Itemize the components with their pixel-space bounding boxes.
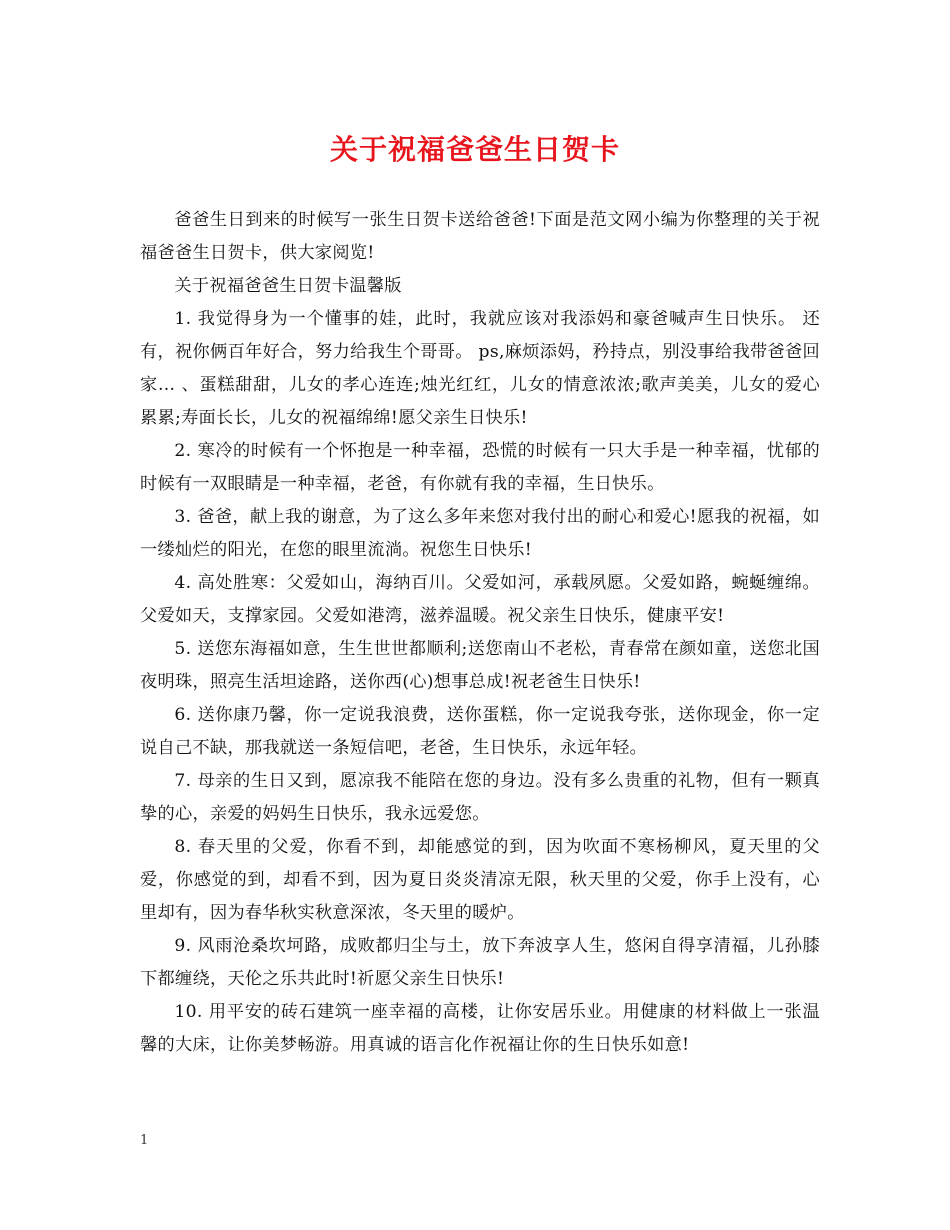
- wish-paragraph-6: 6. 送你康乃馨，你一定说我浪费，送你蛋糕，你一定说我夸张，送你现金，你一定说自己不缺，那我就送一条短信吧，老爸，生日快乐，永远年轻。: [140, 705, 820, 758]
- wish-paragraph-2: 2. 寒冷的时候有一个怀抱是一种幸福，恐慌的时候有一只大手是一种幸福，忧郁的时候有一双眼睛是一种幸福，老爸，有你就有我的幸福，生日快乐。: [140, 441, 820, 494]
- wish-paragraph-1: 1. 我觉得身为一个懂事的娃，此时，我就应该对我添妈和豪爸喊声生日快乐。 还有，祝你俩百年好合，努力给我生个哥哥。 ps,麻烦添妈，矜持点，别没事给我带爸爸回家… 、蛋糕甜甜，儿女的孝心连连;烛光红红，儿女的情意浓浓;歌声美美，儿女的爱心累累;寿面长长，儿女的祝福绵绵!愿父亲生日快乐!: [140, 309, 820, 428]
- section-heading: 关于祝福爸爸生日贺卡温馨版: [174, 276, 402, 296]
- wish-paragraph-3: 3. 爸爸，献上我的谢意，为了这么多年来您对我付出的耐心和爱心!愿我的祝福，如一缕灿烂的阳光，在您的眼里流淌。祝您生日快乐!: [140, 507, 820, 560]
- intro-paragraph: 爸爸生日到来的时候写一张生日贺卡送给爸爸!下面是范文网小编为你整理的关于祝福爸爸生日贺卡，供大家阅览!: [140, 210, 820, 263]
- wish-paragraph-10: 10. 用平安的砖石建筑一座幸福的高楼，让你安居乐业。用健康的材料做上一张温馨的大床，让你美梦畅游。用真诚的语言化作祝福让你的生日快乐如意!: [140, 1002, 820, 1055]
- wish-paragraph-5: 5. 送您东海福如意，生生世世都顺利;送您南山不老松，青春常在颜如童，送您北国夜明珠，照亮生活坦途路，送你西(心)想事总成!祝老爸生日快乐!: [140, 639, 820, 692]
- page-number: 1: [140, 1133, 149, 1148]
- wish-paragraph-4: 4. 高处胜寒：父爱如山，海纳百川。父爱如河，承载夙愿。父爱如路，蜿蜒缠绵。父爱如天，支撑家园。父爱如港湾，滋养温暖。祝父亲生日快乐，健康平安!: [140, 573, 820, 626]
- wish-paragraph-7: 7. 母亲的生日又到，愿凉我不能陪在您的身边。没有多么贵重的礼物，但有一颗真挚的心，亲爱的妈妈生日快乐，我永远爱您。: [140, 771, 820, 824]
- wish-paragraph-9: 9. 风雨沧桑坎坷路，成败都归尘与土，放下奔波享人生，悠闲自得享清福，儿孙膝下都缠绕，天伦之乐共此时!祈愿父亲生日快乐!: [140, 936, 820, 989]
- document-body: [140, 204, 820, 1062]
- document-title: 关于祝福爸爸生日贺卡: [329, 133, 620, 166]
- wish-paragraph-8: 8. 春天里的父爱，你看不到，却能感觉的到，因为吹面不寒杨柳风，夏天里的父爱，你感觉的到，却看不到，因为夏日炎炎清凉无限，秋天里的父爱，你手上没有，心里却有，因为春华秋实秋意深浓，冬天里的暖炉。: [140, 837, 820, 923]
